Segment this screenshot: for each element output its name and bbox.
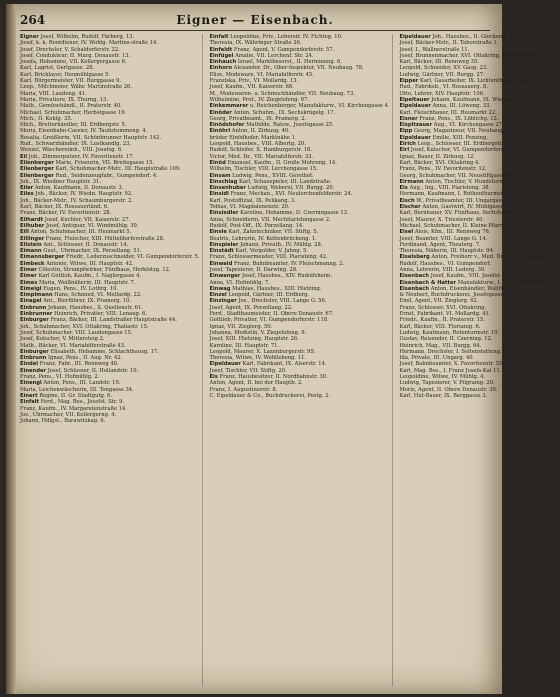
entry-details: Josef, Tapezierer, II. Darwing. 28. — [209, 266, 298, 273]
entry-details: Tobias, VI. Magdalenenstr. 20. — [209, 204, 290, 211]
entry-details: Karoline, Hebamme, II. Czerningasse 13. — [240, 210, 349, 217]
entry-details: Josef, Kuchler, VII. Kaiserstr. 27. — [44, 216, 131, 223]
entry-surname: Einbrunn — [20, 355, 47, 362]
entry-details: Friedr., Lederzuschneider, VI. Gumpendorferstr. 5. — [65, 254, 200, 261]
entry-details: Franz, Pens., IV. Favoritenstr. 12. — [399, 166, 487, 173]
entry-details: Karl, Bernhauer, XV. Fünfhaus, Sechshausstr. 14. — [399, 210, 529, 217]
entry-surname: Eipp — [399, 128, 413, 135]
entry-surname: Einburger — [20, 317, 49, 324]
entry-surname: Eipeldauer — [399, 34, 431, 40]
entry-details: Johann, Kaufmann, IX. Wienstr. 5. — [431, 96, 521, 103]
entry-surname: Eipeldauer — [209, 361, 241, 368]
entry-surname: Einengl — [20, 380, 42, 387]
entry-details: Joh., Schuhmacher, XVI. Ottakring, Thaliastr. 15. — [20, 323, 149, 330]
entry-details: Karl, Hut-Bauer, IX. Berggasse 3. — [399, 392, 488, 399]
entry-details: Karl, Bricklayer, Heumühlgasse 5. — [20, 71, 110, 78]
entry-details: Mich., II. Kohlg. 35. — [20, 115, 73, 122]
entry-surname: Einwanger — [209, 273, 241, 280]
entry-details: Josef, Beamter, VIII. Lange G. 14. — [399, 235, 488, 242]
entry-details: Franz, Pens., IX. Löblichg. 12. — [419, 115, 499, 122]
entry-surname: Eirl — [399, 147, 410, 154]
entry-details: Joh., Bäcker, IV. Wiedn. Hauptstr. 92. — [35, 191, 133, 198]
entry-surname: Eimeigl — [20, 285, 42, 292]
entry-details: Math., Bäcker, VI. Mariahilferstraße 43. — [20, 342, 126, 349]
entry-details: Anna, Lehrerin, VIII. Lederg. 30. — [399, 266, 486, 273]
entry-details: Wilhelmine, Prof., IV. Ziegelofeng. 67. — [209, 96, 310, 103]
entry-details: Josef, Condukteur, II. Marg. Donaustr. 13. — [20, 52, 131, 59]
entry-details: Josef, XIII. Hietzing, Hauptstr. 26. — [209, 336, 299, 343]
entry-details: Franz, Pens., VI. Hofmühlg. 2. — [20, 374, 100, 381]
entry-surname: Einwag — [209, 285, 231, 292]
entry-surname: Eischer — [399, 204, 421, 211]
entry-surname: Eilhardt — [20, 216, 44, 223]
entry-details: Hermann, Kaufmann, I. Rothenthurmstraße 9. — [399, 191, 522, 198]
entry-details: Israel, Marktbesorst., II. Hermineng. 6. — [237, 59, 342, 66]
entry-details: Leop., Schlosser, III. Erdbergstr. 7. — [417, 141, 510, 148]
entry-details: Josef, Kaufm., VII. Kaiserstr. 68. — [209, 84, 294, 91]
entry-surname: Eispitzauer — [399, 122, 433, 129]
entry-details: Franziska, Priv., VI. Mollardg. 13. — [209, 78, 299, 85]
entry-details: Joh., Hausbes., II. Glockeng. 8. — [432, 34, 514, 40]
entry-details: Antonie, Witwe, III. Hauptstr. 42. — [46, 260, 134, 267]
entry-surname: Eillinger — [20, 235, 45, 242]
entry-details: Wilhelm, Tischler, VIII. Lerchengasse 15. — [209, 166, 318, 173]
entry-surname: Eimannsberger — [20, 254, 65, 261]
entry-details: Rudolf, Post-Off., IX. Porzellang. 14. — [209, 222, 304, 229]
entry-details: Josef, Kaufm., VIII. Josefst. Str. 28. — [430, 273, 522, 280]
entry-surname: Einöder — [209, 109, 232, 116]
entry-surname: Eill — [20, 229, 29, 236]
entry-surname: Einburger — [20, 348, 49, 355]
entry-details: Moriz, Agent, II. Obere Donaustr. 30. — [399, 386, 498, 393]
entry-surname: Eigner — [20, 34, 39, 40]
entry-surname: Eiselsberg — [399, 254, 430, 261]
column-1 — [20, 34, 203, 686]
entry-details: Franz, Kaufm., IV. Margaretenstraße 14. — [20, 405, 127, 412]
entry-details: Johann, Hdlgst., Barawitzkag. 6. — [20, 418, 106, 425]
entry-surname: Eilstein — [20, 241, 42, 248]
entry-details: Ignaz, Pens., II. Aug. Nr. 42. — [48, 355, 123, 362]
entry-details: Wenzel, Wäschereiinh., VIII. Josefsg. 6. — [20, 147, 123, 154]
entry-surname: Eilenberger — [20, 166, 54, 173]
entry-details: Georg, Magazineur, VII. Neubaug. 8. — [413, 128, 511, 135]
entry-details: Hans, Schmied, VI. Mollardg. 22. — [54, 292, 142, 299]
entry-details: Anton, Schuhmacher, III. Heumarkt 5. — [30, 229, 132, 236]
entry-details: Anna, VI. Hofmühlg. 7. — [209, 279, 270, 286]
entry-surname: Einsenhuber — [209, 185, 246, 192]
entry-details: Joh., Bäcker-Mstr., IV. Schaumburgerstr. 2. — [20, 197, 133, 204]
entry-surname: Eilhuber — [20, 222, 45, 229]
entry-details: Leopold, Schneider, XV. Gasg. 23. — [399, 65, 488, 72]
entry-details: Ignaz, Bauer, II. Zirkusg. 12. — [399, 153, 475, 160]
entry-surname: Eindel — [20, 361, 39, 368]
entry-surname: Eipeldauer — [399, 134, 431, 141]
entry-details: Joh., IX. Wiedner Hauptstr. 31. — [20, 178, 101, 185]
entry-details: Maria, VIII. Laudong. 41. — [20, 90, 87, 97]
entry-details: Rud., Fabriksb., VI. Rossauerg. 8. — [399, 84, 488, 91]
entry-details: Hermann, Drechsler, I. Seitenstetteng. 4. — [399, 348, 509, 355]
entry-details: Johann, Privatb., IV. Mühlg. 28. — [240, 241, 323, 248]
entry-details: Alois, Kfm., III. Rennweg 76. — [414, 229, 491, 236]
entry-details: Cölestin, Strumpfwirker, Fünfhaus, Herklotzg. 12. — [38, 266, 171, 273]
entry-surname: Eirich — [399, 141, 416, 148]
entry-details: Jos., Drechsler, VIII. Lange G. 56. — [238, 298, 327, 305]
entry-details: Karl, Zahntechniker, VII. Stiftg. 5. — [228, 229, 319, 236]
entry-details: Leopoldine, Witwe, IV. Mühlg. 4. — [399, 374, 486, 381]
entry-details: Maria, Privatiere, IX. Thurng. 13. — [20, 96, 109, 103]
entry-details: Franz, I. Augustinerstr. 8. — [209, 386, 278, 393]
entry-details: Karl, Bäcker, VIII. Florianig. 6. — [399, 323, 481, 330]
entry-details: Anton, Gastwirt, IV. Mühlgasse 26. — [422, 204, 514, 211]
entry-details: Karl, Fabrikant, IX. Alserstr. 14. — [242, 361, 327, 368]
entry-details: Leopoldine, Priv., Leberstr. IV. Fichteg. 10. — [230, 34, 343, 40]
entry-details: Karl, Gasarbeiter, IX. Lichtenthalerstraße 13. — [419, 78, 540, 85]
entry-surname: Einhorn — [209, 65, 233, 72]
entry-details: Franz, Fleischer, XIII. Hütteldorferstraße 28. — [45, 235, 165, 242]
entry-details: Ernst, Fabrikant, VI. Mollardg. 41. — [399, 311, 491, 318]
entry-details: Gust., Uhrmacher, IX. Porzellang. 51. — [43, 248, 142, 255]
entry-details: Franz, Mechan., XVI. Neulerchenfelderstr. 24. — [230, 191, 353, 198]
entry-details: Josef, Maurer, X. Triesterstr. 40. — [399, 216, 485, 223]
entry-details: Anton, Freiherr v., Med. Dr., IX. Frankgasse 10. — [431, 254, 557, 261]
entry-details: Anton, Eisenhändler, Wallfischg. 3. — [430, 285, 523, 292]
entry-surname: Einschlag — [209, 178, 238, 185]
entry-details: Karl, Schauspieler, III. Landstraße. — [239, 178, 332, 185]
entry-details: Regine, II. Gr. Stadtgutg. 6. — [39, 392, 113, 399]
entry-surname: Einwald — [209, 260, 233, 267]
entry-details: Franz, Hausbesitzer, II. Nordbahnstr. 30. — [219, 374, 328, 381]
entry-surname: Einkemmerer — [209, 103, 249, 110]
entry-details: Leopold, Maurer, X. Laxenburgerstr. 95. — [209, 348, 316, 355]
entry-details: Anton, Kaufmann, II. Donaustr. 3. — [34, 185, 124, 192]
entry-details: Johanna, Modistin, V. Ziegelofeng. 9. — [209, 329, 307, 336]
entry-details: Otto, Lehrer, XIV. Hauptstr. 106. — [399, 90, 485, 97]
entry-details: & Neubert, Buchdruckerei, Josefsgasse 8. — [399, 292, 511, 299]
entry-surname: Eimann — [20, 248, 42, 255]
entry-details: Aug., Ing., VIII. Piaristeng. 38. — [409, 185, 491, 192]
entry-surname: Einödshofer — [209, 122, 245, 129]
entry-details: Josef, Agent, IX. Porzellang. 22. — [209, 304, 293, 311]
entry-surname: Eisch — [399, 197, 415, 204]
entry-details: Moriz, Eisenbahn-Cassier, IV. Taubstummeng. 4. — [20, 128, 148, 135]
entry-details: M., Modewaren- u. Schmuckhändler, VII. Neubaug. 73. — [209, 90, 355, 97]
entry-details: W., Privatbeamter, III. Ungargasse 18. — [416, 197, 517, 204]
entry-details: Leopold, Hausbes., VIII. Albertg. 20. — [209, 141, 306, 148]
entry-details: Manufakturw., I. Wildpretmarkt 6. — [457, 279, 549, 286]
entry-details: Josef, I., Wallnerstraße 11. — [399, 46, 470, 53]
entry-surname: Einender — [20, 367, 47, 374]
entry-details: Josef, Drechsler, V. Schaldorferstr. 22. — [20, 46, 120, 53]
entry-details: Heinrich, Mag., VII. Burgg. 64. — [399, 342, 482, 349]
entry-details: Victor, Med. Dr., VII. Mariahilferstr. 33. — [209, 153, 314, 160]
entry-details: Franz, Bäcker, III. Landstraßer Hauptstraße 44. — [50, 317, 177, 324]
entry-details: Karl, Schuhmacher-Mstr., III. Hauptstraße 109. — [55, 166, 181, 173]
directory-entry — [209, 393, 389, 399]
entry-details: Ludwig, Pens., XVIII. Gersthof. — [232, 172, 314, 179]
entry-details: Karl, Bürgermeister, VII. Burggasse 9. — [20, 78, 122, 85]
entry-details: Josef, Brunnenmacher, XVI. Ottakring, Neulerchenf. 14. — [399, 52, 547, 59]
entry-details: Rudolf, Hausbes., VI. Gumpendorf. — [399, 260, 491, 267]
entry-details: Karl, Bäcker, IX. Rossauerländ. 6. — [20, 204, 109, 211]
entry-surname: Eimplmann — [20, 292, 53, 299]
entry-details: Karl, Lagrist, Gerlgasse. 28. — [20, 65, 95, 72]
entry-details: Josefa, Hebamme, VII. Kollergergasse 6. — [20, 59, 127, 66]
entry-details: Ludwig, Tapezierer, V. Pilgramg. 20. — [399, 380, 495, 387]
entry-details: Josef, Schlosser, II. Hollandstr. 10. — [47, 367, 139, 374]
entry-surname: Eis — [209, 374, 218, 381]
column-3 — [399, 34, 559, 686]
entry-details: Maria, Leichenwäscherin, III. Tongasse 34. — [20, 386, 134, 393]
entry-details: Rudolf, Schleifer, X. Hamburgerstr. 18. — [209, 147, 312, 154]
entry-details: Johann, Hausbes., X. Quellenstr. 61. — [48, 304, 143, 311]
entry-details: Josef, Antiquar, VI. Windmühlg. 30. — [45, 222, 139, 229]
entry-details: Karl Gottlob, Kaufm., I. Naglergasse 4. — [38, 273, 142, 280]
entry-surname: Eimer — [20, 266, 37, 273]
entry-surname: Einzinger — [209, 298, 237, 305]
entry-details: Ant., Bierführer, IX. Pramerg. 10. — [43, 298, 132, 305]
entry-details: Franz, Bahnbeamter, IV. Fleischmanng. 2. — [233, 260, 345, 267]
entry-surname: Einagel — [20, 298, 42, 305]
entry-details: Beatrix, Lehrerin, IV. Kettenbrückeng. 1. — [209, 235, 317, 242]
entry-surname: Einfalt — [20, 399, 40, 406]
entry-details: Karl, Vergolder, V. Jahng. 5. — [235, 248, 308, 255]
entry-details: Georg, Schuhmacher, VII. Neustiftgasse 40. — [399, 172, 516, 179]
entry-details: Mathias, Hausbes., XIII. Hietzing. — [232, 285, 322, 292]
directory-page — [6, 4, 557, 694]
entry-details: Josef, Bäcker-Mstr., II. Taborstraße 1. — [399, 40, 499, 47]
entry-details: Aug., VI. Kirchengasse 27. — [433, 122, 504, 129]
entry-details: Ferdinand, Agent, Theaterg. 7. — [399, 241, 481, 248]
entry-details: Ludwig, Weberei, VII. Burgg. 20. — [247, 185, 335, 192]
entry-surname: Eimer — [20, 273, 37, 280]
entry-details: C. Eipeldauer & Co., Buchdruckerei, Postg. 2. — [209, 392, 331, 399]
entry-surname: Eilenberger — [20, 172, 54, 179]
entry-surname: Einzel — [209, 292, 227, 299]
entry-details: Anna, Schneiderin, VII. Mechitaristengasse 2. — [209, 216, 331, 223]
entry-details: Michael, Schuhmacher, II. Kleine Pfarrg. 12. — [399, 222, 517, 229]
entry-details: Eugen, Pens., IV. Lothrg. 10. — [43, 285, 119, 292]
running-title: Eigner — Eisenbach. — [176, 13, 334, 27]
entry-details: Karl, Fleischhauer, III. Heumarkt 22. — [399, 109, 497, 116]
column-2 — [209, 34, 393, 686]
entry-surname: Einöhrl — [209, 128, 231, 135]
entry-surname: Eis — [399, 185, 408, 192]
entry-surname: Einsiedler — [209, 210, 239, 217]
entry-details: Franz, Fabr., III. Rennweg 40. — [39, 361, 119, 368]
entry-details: Josef, Hausbes., XIV. Rudolfsheim. — [241, 273, 332, 280]
entry-details: Amalie, VII. Lerchenf. Str. 24. — [235, 52, 314, 59]
entry-surname: Einsam — [209, 172, 231, 179]
page-number: 264 — [20, 13, 46, 27]
entry-details: Anton, Tischler, V. Hundsturm 5. — [425, 178, 511, 185]
entry-surname: Eirmann — [399, 178, 424, 185]
entry-details: Theresia, Witwe, IV. Wohllebeng. 11. — [209, 355, 307, 362]
directory-entry — [399, 393, 556, 399]
entry-details: Franz, Schlossermeister, VIII. Piaristeng. 42. — [209, 254, 328, 261]
entry-surname: Einbrunn — [20, 304, 47, 311]
entry-surname: Eipeltauer — [399, 96, 430, 103]
entry-details: Leop., Milchmeier, Währ. Martinstraße 26. — [20, 84, 132, 91]
entry-details: Ant., Schlosser, II. Donaustr. 14. — [43, 241, 129, 248]
entry-surname: Einfalt — [209, 34, 229, 40]
entry-details: Theresia, Näherin, III. Hauptstr. 94. — [399, 248, 495, 255]
entry-surname: Eil — [20, 153, 28, 160]
entry-details: Josef, Bahnbeamter, X. Favoritenstr. 55. — [399, 361, 504, 368]
entry-details: Rud., Seidenzeugfabr., Gumpendorf. 4. — [55, 172, 158, 179]
entry-surname: Einstädt — [209, 248, 234, 255]
entry-details: Anton, Pens., III. Landstr. 19. — [43, 380, 121, 387]
entry-surname: Einsidl — [209, 191, 229, 198]
entry-details: Mathilde, Ratsw., Josefsgasse 25. — [246, 122, 334, 129]
entry-details: Franz, Schlosser, XVI. Ottakring. — [399, 304, 487, 311]
entry-details: Franz, Agent, V. Gumpendorferstr. 57. — [233, 46, 335, 53]
header-rule — [20, 30, 490, 31]
entry-details: Jos., Uhrmacher, VII. Kollergerng. 4. — [20, 411, 117, 418]
page-header — [20, 12, 490, 28]
entry-details: Ludwig, Kaufmann, Rotenturmstr. 19. — [399, 329, 500, 336]
entry-details: Ferd., Stadtbaumeister, II. Obere Donaustr. 67. — [209, 311, 334, 318]
entry-surname: Einfügel — [209, 52, 234, 59]
entry-details: Elise, Modeware, VI. Mariahilferstr. 45. — [209, 71, 314, 78]
entry-details: Marie, Friseurin, VII. Breitegasse 15. — [55, 159, 155, 166]
entry-surname: Eisel — [399, 229, 414, 236]
entry-details: Anna, III. Löweng. 33. — [432, 103, 491, 110]
entry-details: Anton, Schuhm., IX. Sechskrügelg. 17. — [233, 109, 336, 116]
entry-details: Karl, Postoffizial, IX. Pelikang. 3. — [209, 197, 296, 204]
entry-details: Franz, Bäcker, IV. Favoritenstr. 28. — [20, 210, 112, 217]
entry-details: Heinrich, Privatier, VIII. Lenaug. 6. — [54, 311, 148, 318]
entry-surname: Eisner — [399, 115, 418, 122]
entry-details: Rosalia, Greißlerin, VII. Schönbrunner Hauptstr. 142. — [20, 134, 162, 141]
entry-details: Karl, Bäcker, III. Rennweg 35. — [399, 59, 479, 66]
entry-surname: Einhauch — [209, 59, 237, 66]
entry-surname: Eisenbach — [399, 285, 430, 292]
entry-details: Josef, Schuhmacher, VIII. Laudongasse 15. — [20, 329, 133, 336]
entry-surname: Eilenberger — [20, 159, 54, 166]
entry-details: brüder Einödhofer, Marktnähe 1. — [209, 134, 297, 141]
directory-columns — [20, 34, 557, 686]
entry-details: Friedr., Kaufm., II. Praterstr. 15. — [399, 317, 485, 324]
entry-surname: Eisenbach — [399, 273, 430, 280]
entry-details: Georg, Privatbeamt., IX. Pramerg. 2. — [209, 115, 307, 122]
entry-details: Emilie, XIII. Penzing. — [432, 134, 488, 141]
entry-details: Ludwig, Gärtner, VII. Burgg. 27. — [399, 71, 485, 78]
entry-details: Alexander, Dr., Ober-Inspektor, VII. Neubaug. 78. — [233, 65, 364, 72]
entry-details: Karoline, III. Hauptstr. 71. — [209, 342, 280, 349]
entry-details: Josef, Kutscher, V. Mittersteig 2. — [20, 336, 105, 343]
entry-surname: Eipper — [399, 78, 419, 85]
directory-entry — [20, 418, 199, 424]
entry-details: Elisabeth, Hebamme, Schlachthausg. 17. — [50, 348, 159, 355]
entry-details: Math., Gemüsehändl., II. Praterstr. 40. — [20, 103, 122, 110]
entry-surname: Einfeldt — [209, 46, 233, 53]
entry-details: Josef, Kutscher, VI. Gumpendorferstraße 60. — [410, 147, 528, 154]
entry-details: Anton, Agent, II. bei der Hauptb. 2. — [209, 380, 303, 387]
entry-details: Gustav, Reisender, II. Czerning. 12. — [399, 336, 493, 343]
entry-surname: Eipeldauer — [399, 103, 431, 110]
entry-details: Ignaz, VII. Zieglerg. 50. — [209, 323, 273, 330]
entry-details: Ferd., Mag. Bes., Josefst. Str. 9. — [40, 399, 125, 406]
entry-details: Josef, k. k. Rentdiener, IV. Wohlg. Martins-straße 14. — [20, 40, 158, 47]
entry-surname: Eimes — [20, 279, 38, 286]
entry-surname: Eimbeck — [20, 260, 45, 267]
entry-details: Anton, II. Zirkusg. 40. — [231, 128, 290, 135]
entry-surname: Eiler — [20, 185, 34, 192]
entry-details: Leopold, Gärtner, III. Erdberg. — [228, 292, 310, 299]
entry-details: Ida, Private, III. Ungarg. 40. — [399, 355, 475, 362]
entry-details: Joh., Zimmerputzer, IV. Favoritenstr. 17. — [28, 153, 135, 160]
entry-details: Rud., Schwarzhändler, IX. Lustkandlg. 23. — [20, 141, 132, 148]
entry-details: Josef, Tischler, VII. Stiftg. 20. — [209, 367, 287, 374]
entry-surname: Einsle — [209, 229, 227, 236]
entry-details: Theresia, IX. Währinger Straße 26. — [209, 40, 302, 47]
entry-details: Josef, Wilhelm, Rudolf, Färberg. 13. — [40, 34, 135, 40]
entry-details: Mich., Bretterhändler, III. Erdbergstr. 5. — [20, 122, 127, 129]
entry-details: Maria, Weißnäherin, III. Hauptstr. 7. — [39, 279, 136, 286]
entry-details: Karl, Mag. Bes., I. Franz Josefs-Kai 11. — [399, 367, 502, 374]
entry-details: Karl, Bäcker, XVI. Ottakring 4. — [399, 159, 480, 166]
entry-details: u. Reichenberger, Manufakturw., VI. Kirchengasse 4. — [249, 103, 390, 110]
entry-details: Emanuel, Kaufm., II. Große Mohreng. 14. — [227, 159, 337, 166]
entry-details: Emil, Agent, VII. Zieglerg. 62. — [399, 298, 479, 305]
entry-details: Michael, Schuhmacher, Herbstgasse 19. — [20, 109, 127, 116]
book-spine-shadow — [6, 4, 16, 694]
entry-surname: Einöd — [209, 159, 226, 166]
entry-surname: Einert — [20, 392, 38, 399]
entry-details: Gottlieb, Privatier, VI. Gumpendorferstr. 118. — [209, 317, 329, 324]
entry-surname: Eiles — [20, 191, 34, 198]
entry-surname: Einspieler — [209, 241, 239, 248]
entry-surname: Eisenbach & Hatter — [399, 279, 457, 286]
entry-surname: Einbrunner — [20, 311, 53, 318]
